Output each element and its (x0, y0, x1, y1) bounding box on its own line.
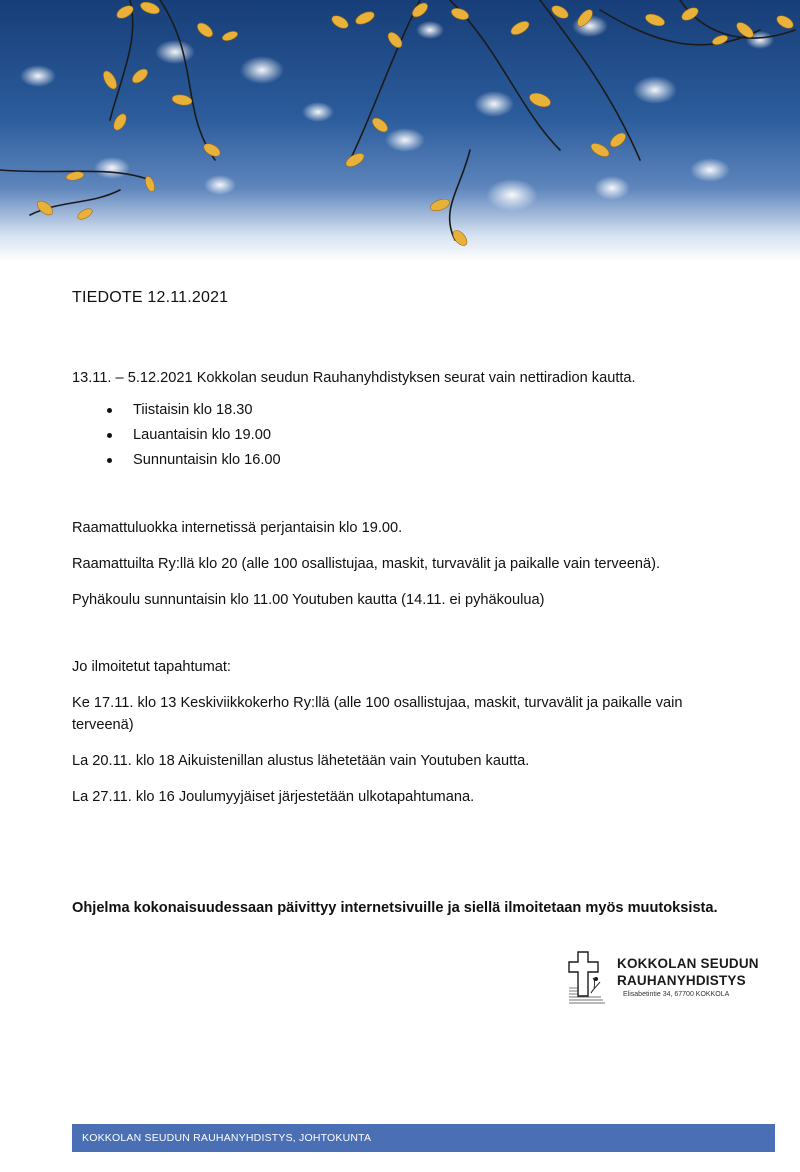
list-item: Sunnuntaisin klo 16.00 (72, 448, 281, 473)
logo-text-line2: RAUHANYHDISTYS (617, 973, 746, 988)
announced-item: Ke 17.11. klo 13 Keskiviikkokerho Ry:llä (alle 100 osallistujaa, maskit, turvavälit ja paikalle vain terveenä) (72, 695, 683, 733)
organization-logo (567, 948, 772, 1008)
logo-text-line1: KOKKOLAN SEUDUN (617, 956, 759, 971)
announced-item: La 20.11. klo 18 Aikuistenillan alustus lähetetään vain Youtuben kautta. (72, 753, 530, 769)
intro-text: 13.11. – 5.12.2021 Kokkolan seudun Rauhanyhdistyksen seurat vain nettiradion kautta. (72, 370, 636, 386)
list-item: Tiistaisin klo 18.30 (72, 398, 281, 423)
autumn-branches-blue-sky-icon (0, 0, 800, 262)
cross-landscape-logo-icon (567, 948, 613, 1008)
closing-text: Ohjelma kokonaisuudessaan päivittyy internetsivuille ja siellä ilmoitetaan myös muutoksista. (72, 900, 718, 916)
logo-address: Elisabetintie 34, 67700 KOKKOLA (623, 991, 730, 998)
header-image (0, 0, 800, 262)
event-text: Pyhäkoulu sunnuntaisin klo 11.00 Youtuben kautta (14.11. ei pyhäkoulua) (72, 592, 545, 608)
page-title: TIEDOTE 12.11.2021 (72, 289, 229, 306)
footer-bar: KOKKOLAN SEUDUN RAUHANYHDISTYS, JOHTOKUNTA (72, 1124, 775, 1152)
event-text: Raamattuluokka internetissä perjantaisin klo 19.00. (72, 520, 403, 536)
list-item: Lauantaisin klo 19.00 (72, 423, 281, 448)
announced-item: La 27.11. klo 16 Joulumyyjäiset järjestetään ulkotapahtumana. (72, 789, 475, 805)
announced-heading: Jo ilmoitetut tapahtumat: (72, 659, 231, 675)
schedule-list (72, 398, 281, 473)
event-text: Raamattuilta Ry:llä klo 20 (alle 100 osallistujaa, maskit, turvavälit ja paikalle vain terveenä). (72, 556, 661, 572)
